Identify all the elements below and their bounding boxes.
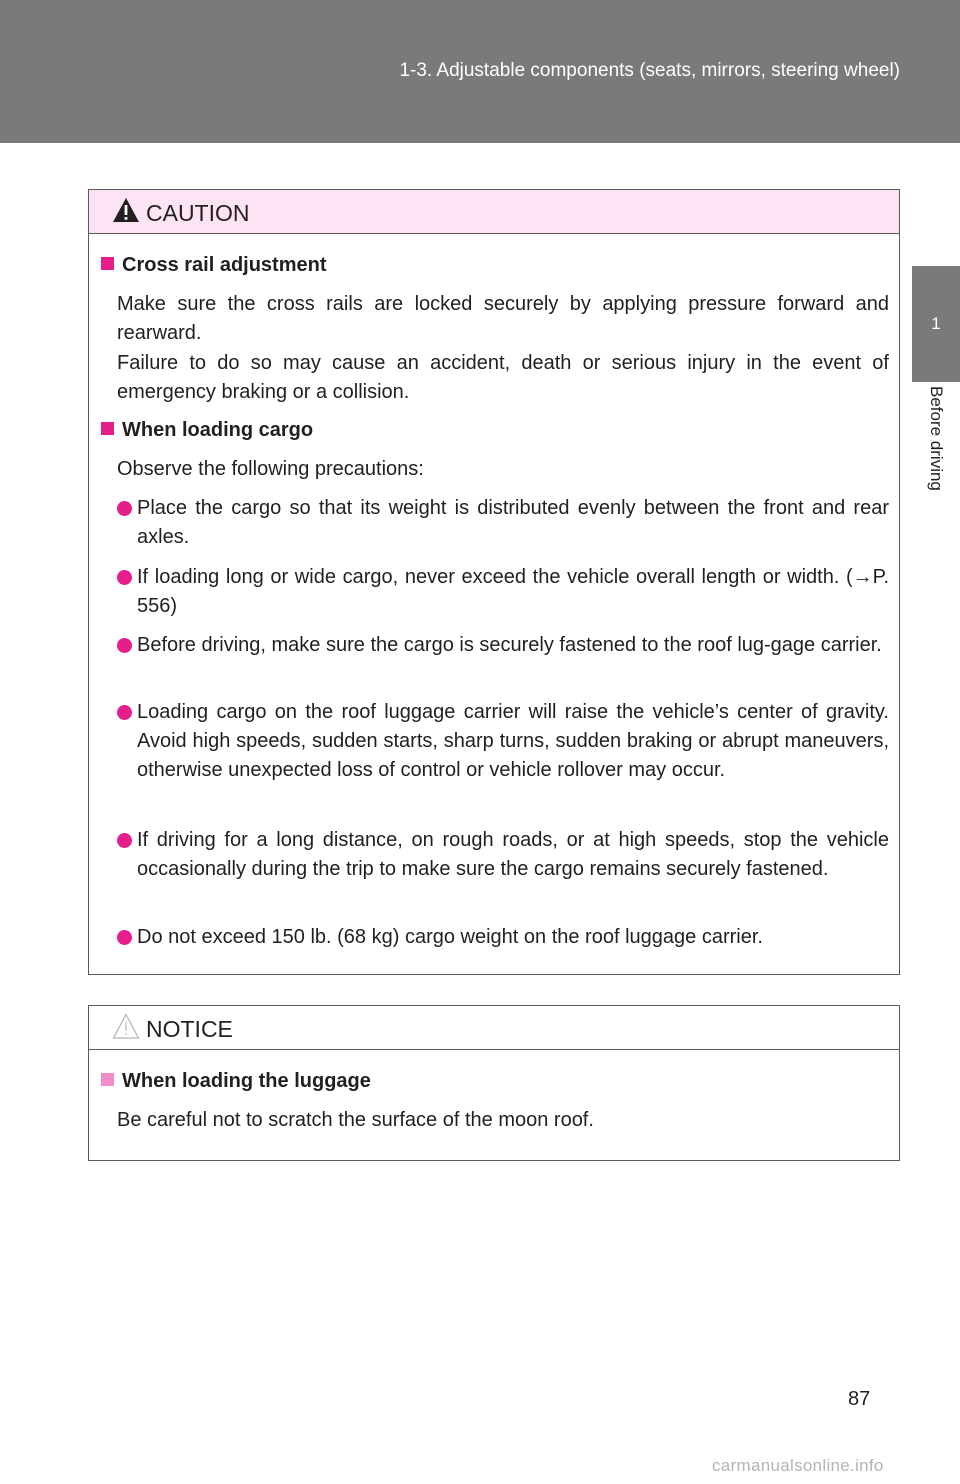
square-bullet-icon <box>101 422 114 435</box>
notice-header <box>89 1006 899 1050</box>
circle-bullet-icon <box>117 833 132 848</box>
page-header <box>0 0 960 143</box>
circle-bullet-icon <box>117 570 132 585</box>
page-number: 87 <box>848 1388 871 1410</box>
list-item: Place the cargo so that its weight is distributed evenly between the front and rear axles. <box>117 494 889 552</box>
warning-icon <box>112 197 140 223</box>
caution-header <box>89 190 899 234</box>
square-bullet-icon <box>101 1073 114 1086</box>
list-item: If loading long or wide cargo, never exceed the vehicle overall length or width. (→P. 556) <box>117 563 889 621</box>
chapter-label: Before driving <box>927 386 946 491</box>
circle-bullet-icon <box>117 501 132 516</box>
section-heading-loading-luggage: When loading the luggage <box>101 1070 371 1093</box>
cross-rail-paragraph-2: Failure to do so may cause an accident, death or serious injury in the event of emergency braking or a collision. <box>117 352 889 403</box>
list-item: Before driving, make sure the cargo is securely fastened to the roof lug-gage carrier. <box>117 631 889 660</box>
notice-warning-icon <box>112 1013 140 1039</box>
chapter-number: 1 <box>931 314 941 333</box>
notice-box <box>88 1005 900 1161</box>
circle-bullet-icon <box>117 638 132 653</box>
notice-title: NOTICE <box>146 1016 233 1042</box>
list-item: Loading cargo on the roof luggage carrier will raise the vehicle’s center of gravity. Avoid high speeds, sudden starts, sharp turns, sudden braking or abrupt maneuvers, otherwise unexpected loss of control or vehicle rollover may occur. <box>117 698 889 785</box>
list-item: Do not exceed 150 lb. (68 kg) cargo weight on the roof luggage carrier. <box>117 923 889 952</box>
notice-paragraph: Be careful not to scratch the surface of the moon roof. <box>117 1109 594 1131</box>
circle-bullet-icon <box>117 930 132 945</box>
square-bullet-icon <box>101 257 114 270</box>
loading-cargo-intro: Observe the following precautions: <box>117 458 424 480</box>
chapter-number-tab <box>912 266 960 382</box>
cross-rail-paragraph-1: Make sure the cross rails are locked securely by applying pressure forward and rearward. <box>117 293 889 344</box>
section-heading-loading-cargo: When loading cargo <box>101 419 313 442</box>
section-heading-cross-rail: Cross rail adjustment <box>101 254 327 277</box>
caution-title: CAUTION <box>146 200 250 226</box>
circle-bullet-icon <box>117 705 132 720</box>
caution-box <box>88 189 900 975</box>
section-title: 1-3. Adjustable components (seats, mirrors, steering wheel) <box>399 60 900 81</box>
watermark: carmanualsonline.info <box>712 1456 884 1475</box>
chapter-label-tab <box>912 384 960 544</box>
list-item: If driving for a long distance, on rough roads, or at high speeds, stop the vehicle occasionally during the trip to make sure the cargo remains securely fastened. <box>117 826 889 884</box>
